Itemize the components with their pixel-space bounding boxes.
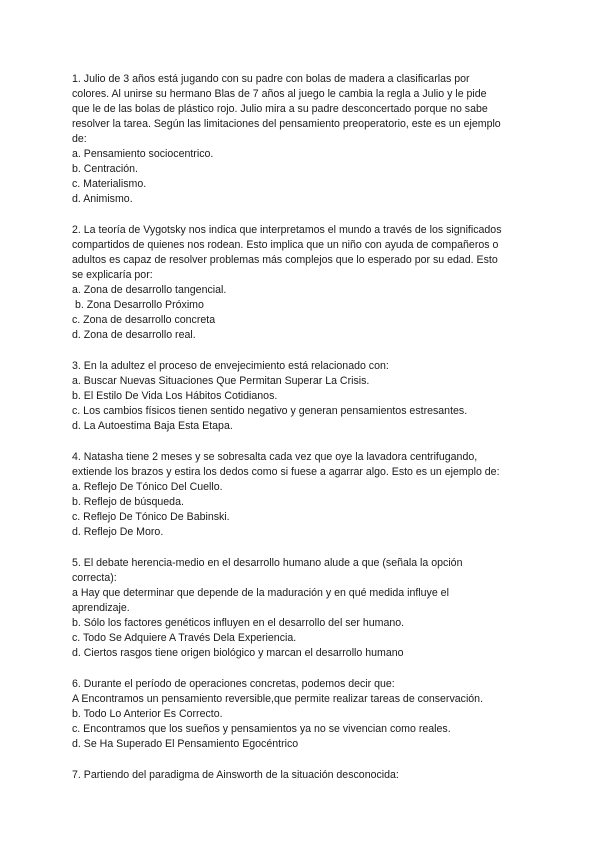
answer-option: aprendizaje.: [72, 602, 130, 614]
question-6: [72, 677, 542, 752]
answer-option: c. Encontramos que los sueños y pensamientos ya no se vivencian como reales.: [72, 723, 451, 735]
question-text-line: se explicaría por:: [72, 269, 153, 281]
answer-option: b. Zona Desarrollo Próximo: [72, 299, 204, 311]
question-text-line: 2. La teoría de Vygotsky nos indica que interpretamos el mundo a través de los significados: [72, 224, 502, 236]
answer-option: A Encontramos un pensamiento reversible,que permite realizar tareas de conservación.: [72, 693, 484, 705]
answer-option: b. Centración.: [72, 163, 138, 175]
answer-option: c. Reflejo De Tónico De Babinski.: [72, 511, 230, 523]
question-text-line: correcta):: [72, 572, 117, 584]
answer-option: d. Animismo.: [72, 193, 133, 205]
question-text-line: de:: [72, 133, 87, 145]
answer-option: c. Todo Se Adquiere A Través Dela Experiencia.: [72, 632, 297, 644]
answer-option: b. Reflejo de búsqueda.: [72, 496, 184, 508]
answer-option: a. Pensamiento sociocentrico.: [72, 148, 214, 160]
question-text-line: 7. Partiendo del paradigma de Ainsworth de la situación desconocida:: [72, 769, 399, 781]
question-text-line: 5. El debate herencia-medio en el desarrollo humano alude a que (señala la opción: [72, 557, 463, 569]
answer-option: b. El Estilo De Vida Los Hábitos Cotidianos.: [72, 390, 278, 402]
answer-option: b. Todo Lo Anterior Es Correcto.: [72, 708, 223, 720]
answer-option: a. Reflejo De Tónico Del Cuello.: [72, 481, 223, 493]
question-text-line: que le de las bolas de plástico rojo. Julio mira a su padre desconcertado porque no sabe: [72, 103, 488, 115]
question-3: [72, 359, 542, 434]
question-2: [72, 223, 542, 343]
answer-option: d. Ciertos rasgos tiene origen biológico y marcan el desarrollo humano: [72, 647, 404, 659]
question-text-line: colores. Al unirse su hermano Blas de 7 años al juego le cambia la regla a Julio y le pide: [72, 88, 487, 100]
question-5: [72, 556, 542, 661]
answer-option: d. Se Ha Superado El Pensamiento Egocéntrico: [72, 738, 299, 750]
question-text-line: 1. Julio de 3 años está jugando con su padre con bolas de madera a clasificarlas por: [72, 73, 470, 85]
answer-option: a Hay que determinar que depende de la maduración y en qué medida influye el: [72, 587, 449, 599]
answer-option: d. La Autoestima Baja Esta Etapa.: [72, 420, 233, 432]
question-text-line: extiende los brazos y estira los dedos como si fuese a agarrar algo. Esto es un ejemplo de:: [72, 466, 500, 478]
question-text-line: 6. Durante el período de operaciones concretas, podemos decir que:: [72, 678, 395, 690]
question-7: [72, 768, 542, 783]
answer-option: b. Sólo los factores genéticos influyen en el desarrollo del ser humano.: [72, 617, 405, 629]
document-page: [72, 72, 542, 799]
answer-option: d. Reflejo De Moro.: [72, 526, 164, 538]
answer-option: c. Materialismo.: [72, 178, 147, 190]
question-1: [72, 72, 542, 207]
question-4: [72, 450, 542, 540]
answer-option: a. Buscar Nuevas Situaciones Que Permitan Superar La Crisis.: [72, 375, 370, 387]
answer-option: a. Zona de desarrollo tangencial.: [72, 284, 227, 296]
question-text-line: 4. Natasha tiene 2 meses y se sobresalta cada vez que oye la lavadora centrifugando,: [72, 451, 478, 463]
question-text-line: resolver la tarea. Según las limitaciones del pensamiento preoperatorio, este es un ejemplo: [72, 118, 501, 130]
question-text-line: 3. En la adultez el proceso de envejecimiento está relacionado con:: [72, 360, 389, 372]
answer-option: c. Los cambios físicos tienen sentido negativo y generan pensamientos estresantes.: [72, 405, 468, 417]
question-text-line: compartidos de quienes nos rodean. Esto implica que un niño con ayuda de compañeros o: [72, 239, 499, 251]
answer-option: d. Zona de desarrollo real.: [72, 329, 196, 341]
answer-option: c. Zona de desarrollo concreta: [72, 314, 216, 326]
question-text-line: adultos es capaz de resolver problemas más complejos que lo esperado por su edad. Esto: [72, 254, 498, 266]
